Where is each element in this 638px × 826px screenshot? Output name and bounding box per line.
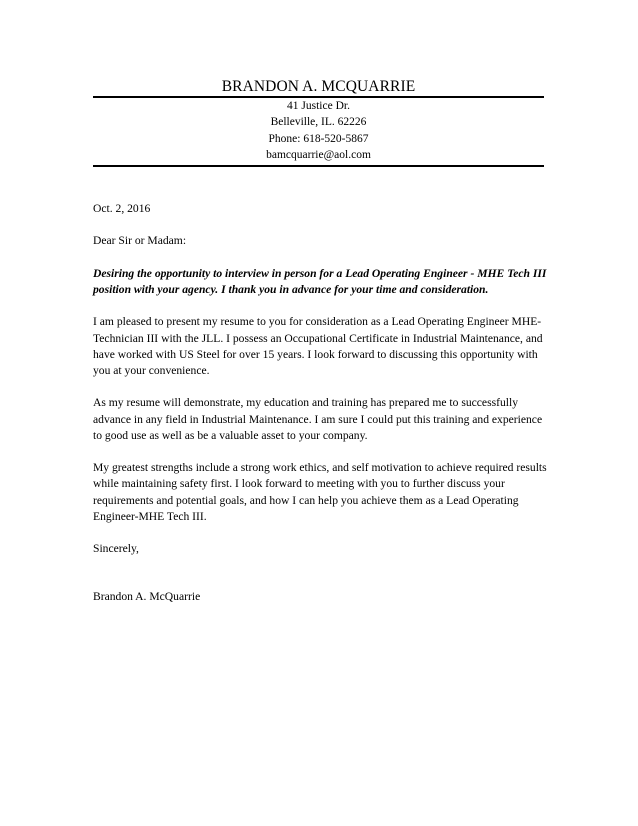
signature-name: Brandon A. McQuarrie (93, 590, 201, 604)
sender-name: BRANDON A. MCQUARRIE (221, 78, 416, 95)
sender-email: bamcquarrie@aol.com (266, 149, 371, 162)
sender-street: 41 Justice Dr. (287, 100, 350, 112)
letter-date: Oct. 2, 2016 (93, 202, 151, 215)
intro-paragraph: Desiring the opportunity to interview in person for a Lead Operating Engineer - MHE Tech III position with your agency. I thank you in advance for your time and consideration. (93, 266, 547, 296)
body-paragraph-2: As my resume will demonstrate, my education and training has prepared me to successfully advance in any field in Industrial Maintenance. I am sure I could put this training and experience to good use as well as be a valuable asset to your company. (93, 396, 543, 442)
closing: Sincerely, (93, 542, 139, 556)
contact-block (93, 98, 544, 165)
letterhead-bottom-rule (93, 165, 544, 167)
salutation: Dear Sir or Madam: (93, 234, 187, 248)
letterhead (93, 78, 544, 167)
body-paragraph-3: My greatest strengths include a strong work ethics, and self motivation to achieve required results while maintaining safety first. I look forward to meeting with you to further discuss your requirements and potential goals, and how I can help you achieve them as a Lead Operating Engineer-MHE Tech III. (93, 461, 547, 523)
sender-city: Belleville, IL. 62226 (270, 116, 367, 129)
sender-phone: Phone: 618-520-5867 (268, 132, 369, 145)
body-paragraph-1: I am pleased to present my resume to you for consideration as a Lead Operating Engineer MHE-Technician III with the JLL. I possess an Occupational Certificate in Industrial Maintenance, and have worked with US Steel for over 15 years. I look forward to discussing this opportunity with you at your convenience. (93, 315, 543, 377)
letter-body (93, 201, 553, 622)
